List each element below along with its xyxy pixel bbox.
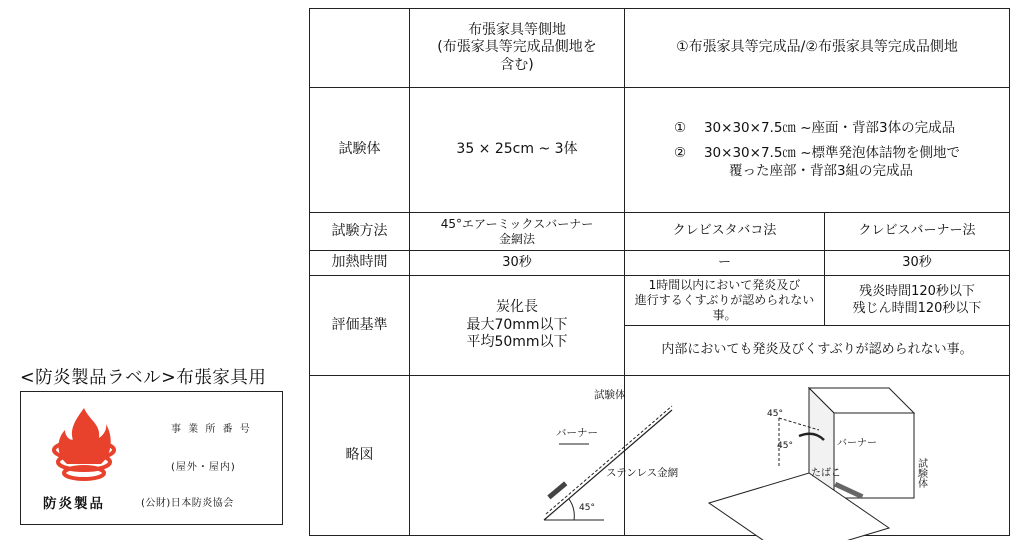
method-col-b: クレビスタバコ法 (625, 213, 825, 251)
method-col-c: クレビスバーナー法 (825, 213, 1010, 251)
criteria-col-c: 残炎時間120秒以下 残じん時間120秒以下 (825, 276, 1010, 326)
association-name: (公財)日本防炎協会 (141, 498, 234, 509)
burner-text: バーナー (556, 427, 598, 439)
col-bc-header: ①布張家具等完成品/②布張家具等完成品側地 (625, 9, 1010, 88)
heating-col-b: ー (625, 251, 825, 276)
tobacco-text: たばこ (811, 468, 841, 479)
office-number-text: 事 業 所 番 号 (171, 424, 252, 435)
fire-retardant-label (20, 391, 283, 525)
burner-text: バーナー (837, 438, 877, 449)
heating-col-a: 30秒 (410, 251, 625, 276)
criteria-col-a: 炭化長 最大70mm以下 平均50mm以下 (410, 276, 625, 376)
specimen-text: 試験体 (915, 458, 927, 488)
specimen-col-bc: ① 30×30×7.5㎝ ~座面・背部3体の完成品 ② 30×30×7.5㎝ ~標準発泡体詰物を側地で 覆った座部・背部3組の完成品 (625, 88, 1010, 213)
angle-top-text: 45° (767, 409, 783, 419)
method-col-a: 45°エアーミックスバーナー 金網法 (410, 213, 625, 251)
row-label-heating: 加熱時間 (310, 251, 410, 276)
specimen-col-a: 35 × 25cm ~ 3体 (410, 88, 625, 213)
row-label-method: 試験方法 (310, 213, 410, 251)
test-spec-table (309, 8, 1010, 536)
row-label-specimen: 試験体 (310, 88, 410, 213)
angle-mid-text: 45° (777, 441, 793, 451)
col-a-header: 布張家具等側地 (布張家具等完成品側地を 含む) (410, 9, 625, 88)
chair-back (834, 413, 914, 498)
label-caption: <防炎製品ラベル>布張家具用 (20, 368, 267, 388)
location-text: (屋外・屋内) (171, 462, 236, 473)
criteria-col-bc-bottom: 内部においても発炎及びくすぶりが認められない事。 (625, 326, 1010, 376)
angle-text: 45° (579, 503, 595, 513)
row-label-criteria: 評価基準 (310, 276, 410, 376)
sketch-chair (625, 376, 1010, 536)
criteria-col-b: 1時間以内において発炎及び 進行するくすぶりが認められない事。 (625, 276, 825, 326)
corner-cell (310, 9, 410, 88)
wire-mesh-diagram (414, 378, 679, 533)
chair-diagram (629, 378, 1014, 533)
mesh-text: ステンレス金網 (606, 467, 679, 479)
specimen-text: 試験体 (594, 389, 626, 401)
burner-tube (547, 481, 567, 499)
flame-logo-icon (49, 406, 119, 480)
sketch-wire-mesh (410, 376, 679, 536)
heating-col-c: 30秒 (825, 251, 1010, 276)
product-title: 防炎製品 (43, 496, 105, 512)
row-label-sketch: 略図 (310, 376, 410, 536)
